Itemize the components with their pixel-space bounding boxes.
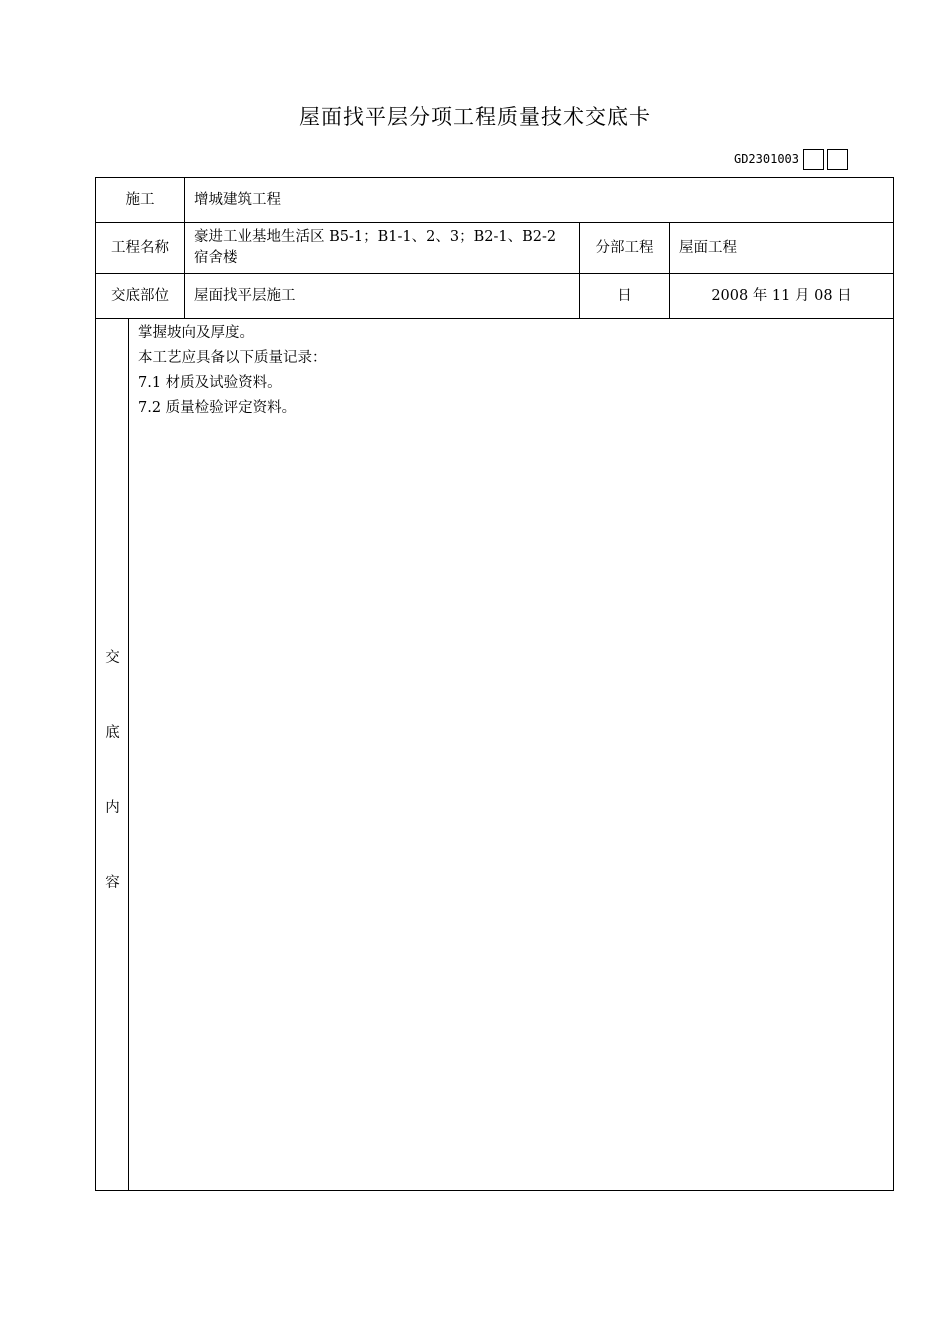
project-name-line-1: 豪进工业基地生活区 B5-1；B1-1、2、3；B2-1、B2-2 [194, 229, 557, 245]
location-label: 交底部位 [111, 287, 169, 304]
side-label-char-4: 容 [105, 875, 120, 891]
side-label-char-1: 交 [105, 650, 120, 666]
document-code: GD2301003 [733, 152, 799, 166]
content-line-4: 7.2 质量检验评定资料。 [138, 400, 297, 416]
project-name-label: 工程名称 [111, 239, 169, 256]
table-border-bottom [95, 1190, 894, 1191]
table-border-left [95, 177, 96, 1191]
code-box-1[interactable] [803, 149, 824, 170]
side-label-char-3: 内 [105, 800, 120, 816]
division-value: 屋面工程 [679, 239, 737, 256]
date-value: 2008 年 11 月 08 日 [711, 287, 852, 304]
project-name-line-2: 宿舍楼 [194, 250, 238, 266]
row1-label: 施工 [125, 191, 155, 208]
location-value: 屋面找平层施工 [194, 287, 296, 304]
side-label-char-2: 底 [105, 725, 120, 741]
content-line-3: 7.1 材质及试验资料。 [138, 375, 282, 391]
disclosure-content [138, 321, 878, 421]
date-label: 日 [617, 287, 632, 304]
code-box-2[interactable] [827, 149, 848, 170]
row1-value: 增城建筑工程 [194, 191, 281, 208]
document-title: 屋面找平层分项工程质量技术交底卡 [299, 105, 651, 129]
row-divider-3 [95, 318, 894, 319]
project-name-value [185, 223, 579, 273]
column-divider-side [128, 318, 129, 1191]
content-line-1: 掌握坡向及厚度。 [138, 325, 254, 341]
division-label: 分部工程 [595, 239, 654, 256]
document-code-row [734, 148, 848, 170]
table-border-right [893, 177, 894, 1191]
content-line-2: 本工艺应具备以下质量记录： [138, 350, 327, 366]
